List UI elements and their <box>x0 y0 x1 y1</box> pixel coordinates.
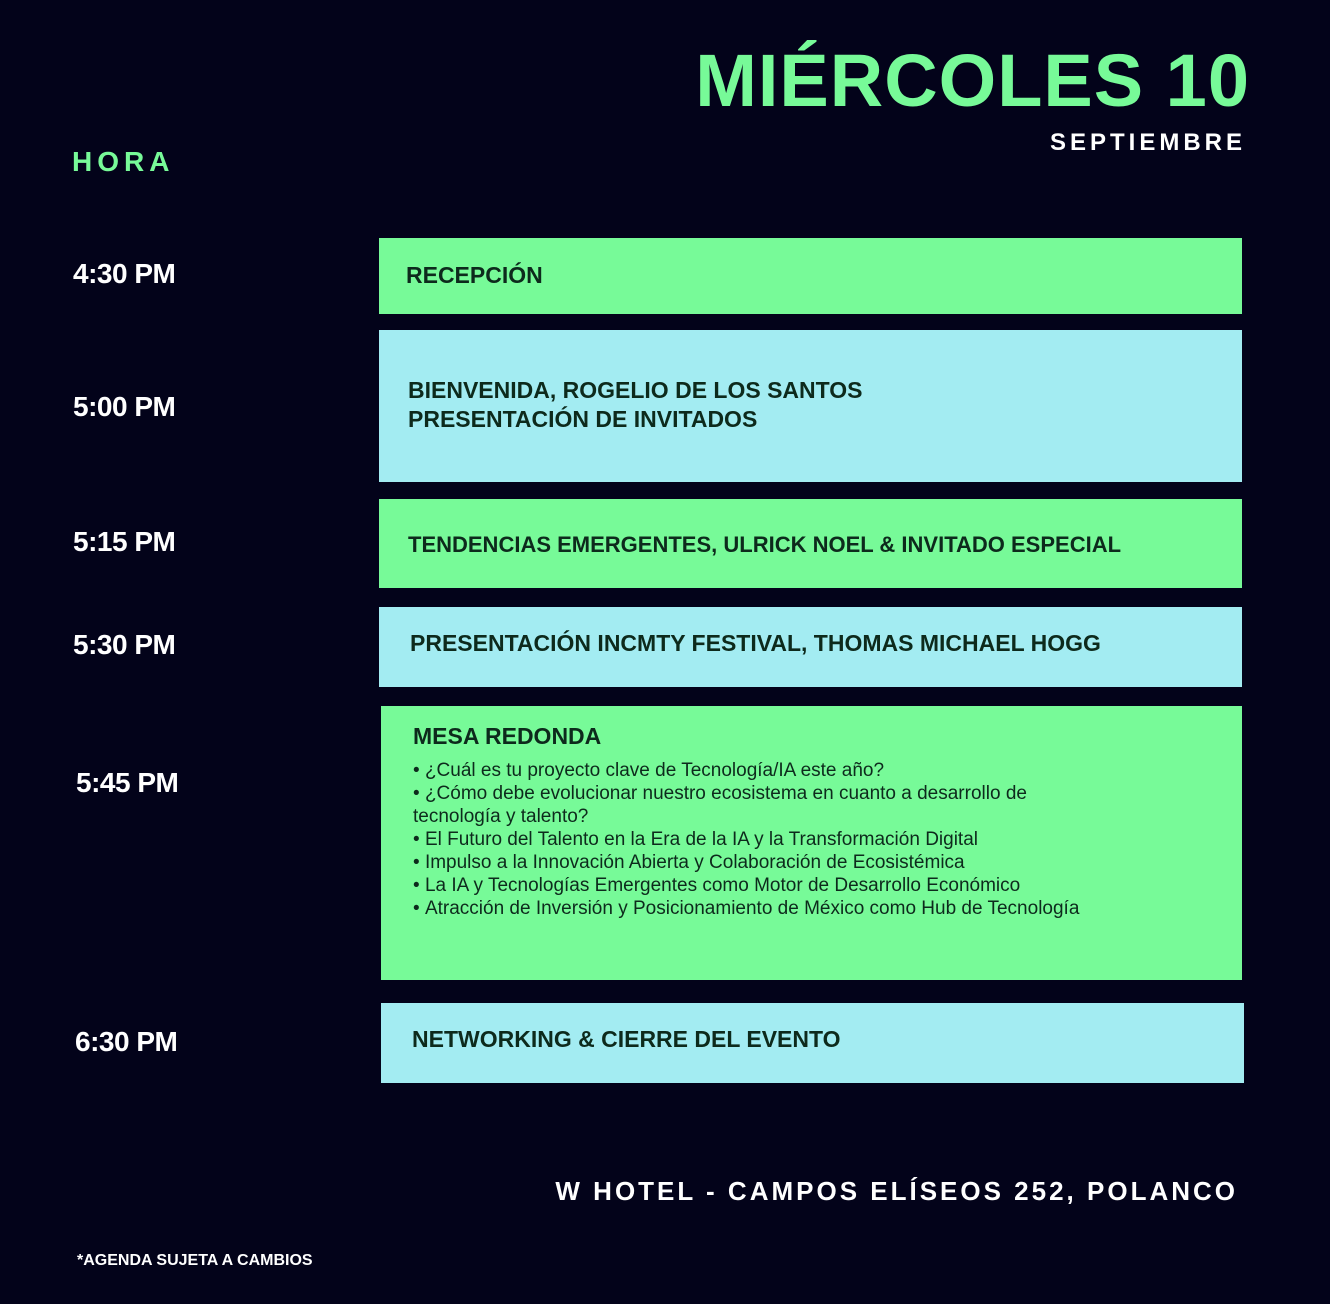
month-label: SEPTIEMBRE <box>1049 129 1246 156</box>
time-slot: 6:30 PM <box>75 1026 178 1057</box>
agenda-item-title: RECEPCIÓN <box>406 262 543 288</box>
time-slot: 5:15 PM <box>73 526 176 557</box>
agenda-item-networking <box>381 1003 1244 1083</box>
time-slot: 4:30 PM <box>73 258 176 289</box>
agenda-item-title: PRESENTACIÓN INCMTY FESTIVAL, THOMAS MICHAEL HOGG <box>410 630 1101 656</box>
list-item: • La IA y Tecnologías Emergentes como Motor de Desarrollo Económico <box>413 874 1113 897</box>
list-item: • ¿Cuál es tu proyecto clave de Tecnología/IA este año? <box>413 759 1113 782</box>
roundtable-topics <box>413 759 1113 920</box>
list-item: • El Futuro del Talento en la Era de la IA y la Transformación Digital <box>413 828 1113 851</box>
time-slot: 5:45 PM <box>76 767 179 798</box>
hour-column-label: HORA <box>72 146 175 177</box>
venue-address: W HOTEL - CAMPOS ELÍSEOS 252, POLANCO <box>555 1176 1238 1206</box>
list-item: • Atracción de Inversión y Posicionamiento de México como Hub de Tecnología <box>413 897 1113 920</box>
agenda-item-title: BIENVENIDA, ROGELIO DE LOS SANTOS <box>408 377 863 403</box>
agenda-item-welcome <box>379 330 1242 482</box>
agenda-item-subtitle: PRESENTACIÓN DE INVITADOS <box>408 406 758 432</box>
agenda-item-roundtable <box>381 706 1242 980</box>
list-item: • ¿Cómo debe evolucionar nuestro ecosistema en cuanto a desarrollo de tecnología y talento? <box>413 782 1113 828</box>
day-title: MIÉRCOLES 10 <box>695 39 1250 122</box>
agenda-item-title: NETWORKING & CIERRE DEL EVENTO <box>412 1026 841 1052</box>
time-slot: 5:30 PM <box>73 629 176 660</box>
agenda-item-title: MESA REDONDA <box>413 723 602 749</box>
agenda-item-trends <box>379 499 1242 588</box>
agenda-disclaimer: *AGENDA SUJETA A CAMBIOS <box>77 1252 313 1269</box>
list-item: • Impulso a la Innovación Abierta y Colaboración de Ecosistémica <box>413 851 1113 874</box>
agenda-item-reception <box>379 238 1242 314</box>
agenda-item-incmty <box>379 607 1242 687</box>
agenda-item-title: TENDENCIAS EMERGENTES, ULRICK NOEL & INVITADO ESPECIAL <box>408 532 1122 557</box>
time-slot: 5:00 PM <box>73 391 176 422</box>
